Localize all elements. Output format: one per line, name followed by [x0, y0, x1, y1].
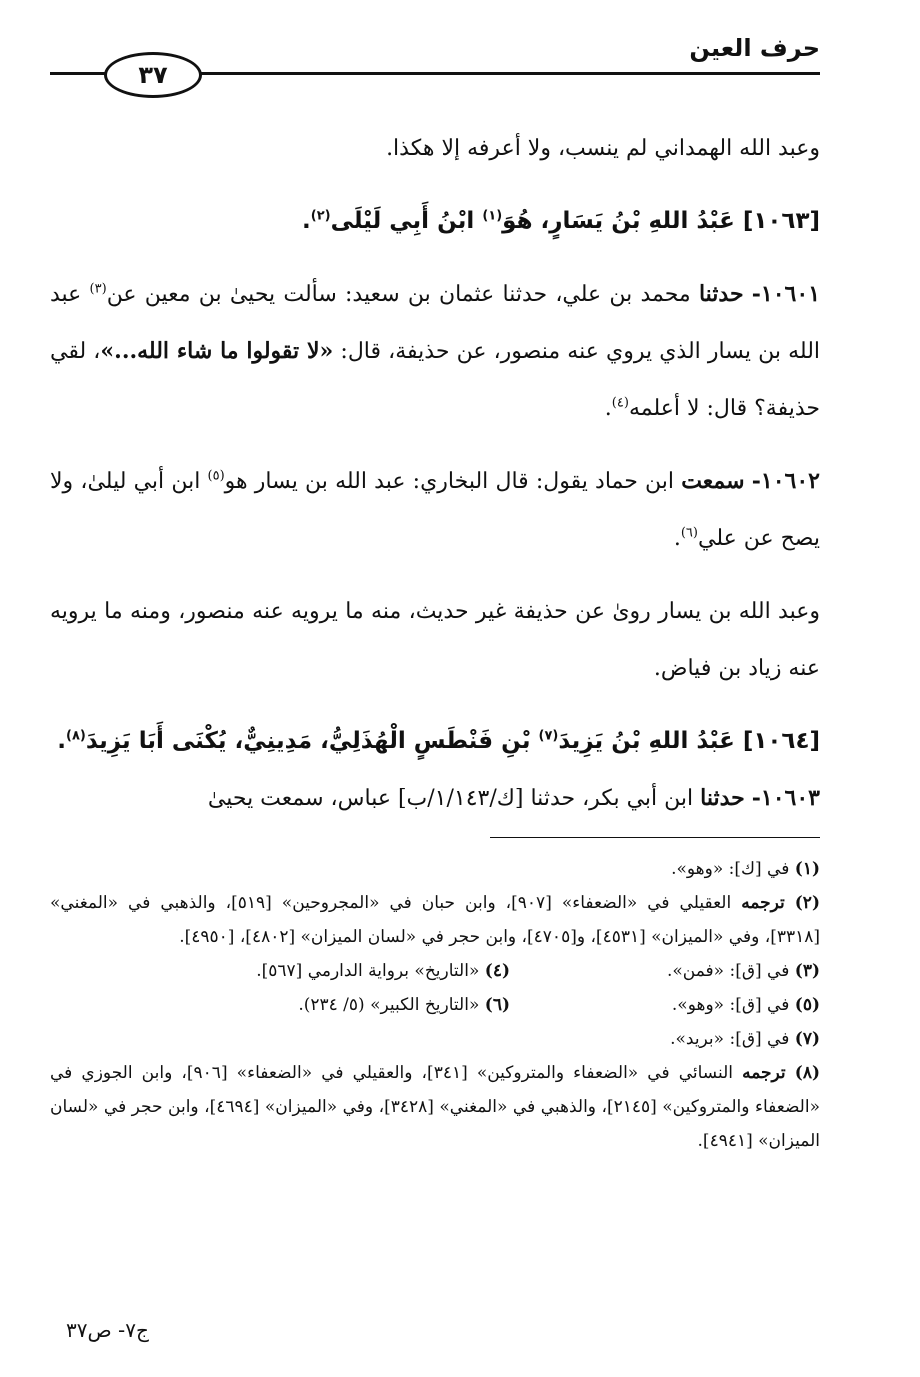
footnote-label: (٦): [484, 995, 510, 1015]
footnote-label: (٢): [794, 893, 820, 913]
hadith-text: ابن أبي بكر، حدثنا [ك/١/١٤٣/ب] عباس، سمعت يحيىٰ: [207, 786, 694, 811]
footnote-ref[interactable]: (٦): [680, 525, 698, 541]
footnote-ref[interactable]: (٥): [207, 468, 225, 484]
footnote-3: [510, 954, 820, 988]
footnote-2: [50, 886, 820, 954]
footnote-ref[interactable]: (٢): [310, 208, 331, 224]
hadith-10603: [50, 770, 820, 827]
narration-keyword: حدثنا: [698, 281, 744, 307]
entry-name: ابْنُ أَبِي لَيْلَى: [330, 208, 475, 234]
entry-name: عَبْدُ اللهِ بْنُ يَزِيدَ: [558, 728, 735, 754]
paragraph-intro: وعبد الله الهمداني لم ينسب، ولا أعرفه إلا هكذا.: [386, 136, 820, 161]
entry-name: بْنِ فَنْطَسٍ الْهُذَلِيُّ، مَدِينِيٌّ، يُكْنَى أَبَا يَزِيدَ: [85, 728, 531, 754]
footnote-text: في [ق]: «بريد».: [670, 1029, 790, 1049]
hadith-number: ١٠٦٠٢-: [751, 468, 820, 494]
footnote-6: [298, 988, 510, 1022]
footnote-row: [50, 988, 820, 1022]
footnote-ref[interactable]: (٨): [65, 728, 86, 744]
footnote-label: (٥): [794, 995, 820, 1015]
footnotes: [50, 852, 820, 1158]
footnote-8: [50, 1056, 820, 1158]
hadith-number: ١٠٦٠١-: [751, 281, 821, 307]
footnote-5: [510, 988, 820, 1022]
footnote-ref[interactable]: (٣): [89, 281, 107, 297]
footnote-text: في [ق]: «فمن».: [666, 961, 790, 981]
entry-heading-1063: [50, 193, 820, 250]
footnote-keyword: ترجمه: [741, 893, 785, 913]
footnote-label: (٣): [794, 961, 820, 981]
entry-heading-1064: [50, 713, 820, 770]
footnote-4: [256, 954, 510, 988]
page-reference: ج٧- ص٣٧: [66, 1318, 149, 1342]
footnote-text: النسائي في «الضعفاء والمتروكين» [٣٤١]، والعقيلي في «الضعفاء» [٩٠٦]، وابن الجوزي في «الضعفاء والمتروكين» [٢١٤٥]، والذهبي في «المغني» [٣٤٢٨]، وفي «الميزان» [٤٦٩٤]، وابن حجر في «لسان الميزان» [٤٩٤١].: [50, 1063, 820, 1151]
footnote-ref[interactable]: (١): [482, 208, 503, 224]
hadith-text: ، لقي حذيفة؟ قال: لا أعلمه: [50, 339, 820, 421]
footnote-text: «التاريخ الكبير» (٥/ ٢٣٤).: [298, 995, 480, 1015]
hadith-text: ابن أبي ليلىٰ، ولا يصح عن علي: [50, 469, 820, 551]
footnote-text: «التاريخ» برواية الدارمي [٥٦٧].: [256, 961, 480, 981]
footnote-keyword: ترجمه: [742, 1063, 786, 1083]
entry-name: عَبْدُ اللهِ بْنُ يَسَارٍ، هُوَ: [502, 208, 735, 234]
period: .: [673, 526, 681, 551]
hadith-text: عبد الله بن يسار الذي يروي عنه منصور، عن حذيفة، قال:: [50, 282, 821, 364]
hadith-10601: [50, 266, 820, 437]
paragraph-narration: وعبد الله بن يسار روىٰ عن حذيفة غير حديث، منه ما يرويه عنه منصور، ومنه ما يرويه عنه زياد بن فياض.: [50, 599, 820, 681]
hadith-number: ١٠٦٠٣-: [751, 785, 820, 811]
period: .: [301, 208, 311, 234]
entry-number: [١٠٦٤]: [742, 728, 820, 754]
footnote-rule: [490, 837, 820, 838]
body-text: [50, 120, 820, 827]
narration-keyword: سمعت: [681, 468, 745, 494]
hadith-text: محمد بن علي، حدثنا عثمان بن سعيد: سألت يحيىٰ بن معين عن: [106, 282, 691, 307]
footnote-text: في [ق]: «وهو».: [671, 995, 790, 1015]
footnote-text: في [ك]: «وهو».: [671, 859, 790, 879]
footnote-ref[interactable]: (٧): [538, 728, 559, 744]
hadith-quote: «لا تقولوا ما شاء الله...»: [100, 338, 334, 364]
footnote-label: (٧): [794, 1029, 820, 1049]
footnote-1: [50, 852, 820, 886]
period: .: [57, 728, 66, 754]
footnote-text: العقيلي في «الضعفاء» [٩٠٧]، وابن حبان في «المجروحين» [٥١٩]، والذهبي في «المغني» [٣٣١٨]، وفي «الميزان» [٤٥٣١]، و[٤٧٠٥]، وابن حجر في «لسان الميزان» [٤٨٠٢]، [٤٩٥٠].: [50, 893, 820, 947]
entry-number: [١٠٦٣]: [742, 208, 820, 234]
footnote-7: [50, 1022, 820, 1056]
footnote-row: [50, 954, 820, 988]
footnote-ref[interactable]: (٤): [611, 395, 629, 411]
hadith-10602: [50, 453, 820, 567]
period: .: [604, 396, 612, 421]
running-title: حرف العين: [689, 34, 820, 62]
footnote-label: (٤): [484, 961, 510, 981]
hadith-text: ابن حماد يقول: قال البخاري: عبد الله بن يسار هو: [224, 469, 675, 494]
narration-keyword: حدثنا: [700, 785, 745, 811]
page-number: ٣٧: [104, 52, 202, 98]
footnote-label: (١): [794, 859, 820, 879]
footnote-label: (٨): [794, 1063, 820, 1083]
